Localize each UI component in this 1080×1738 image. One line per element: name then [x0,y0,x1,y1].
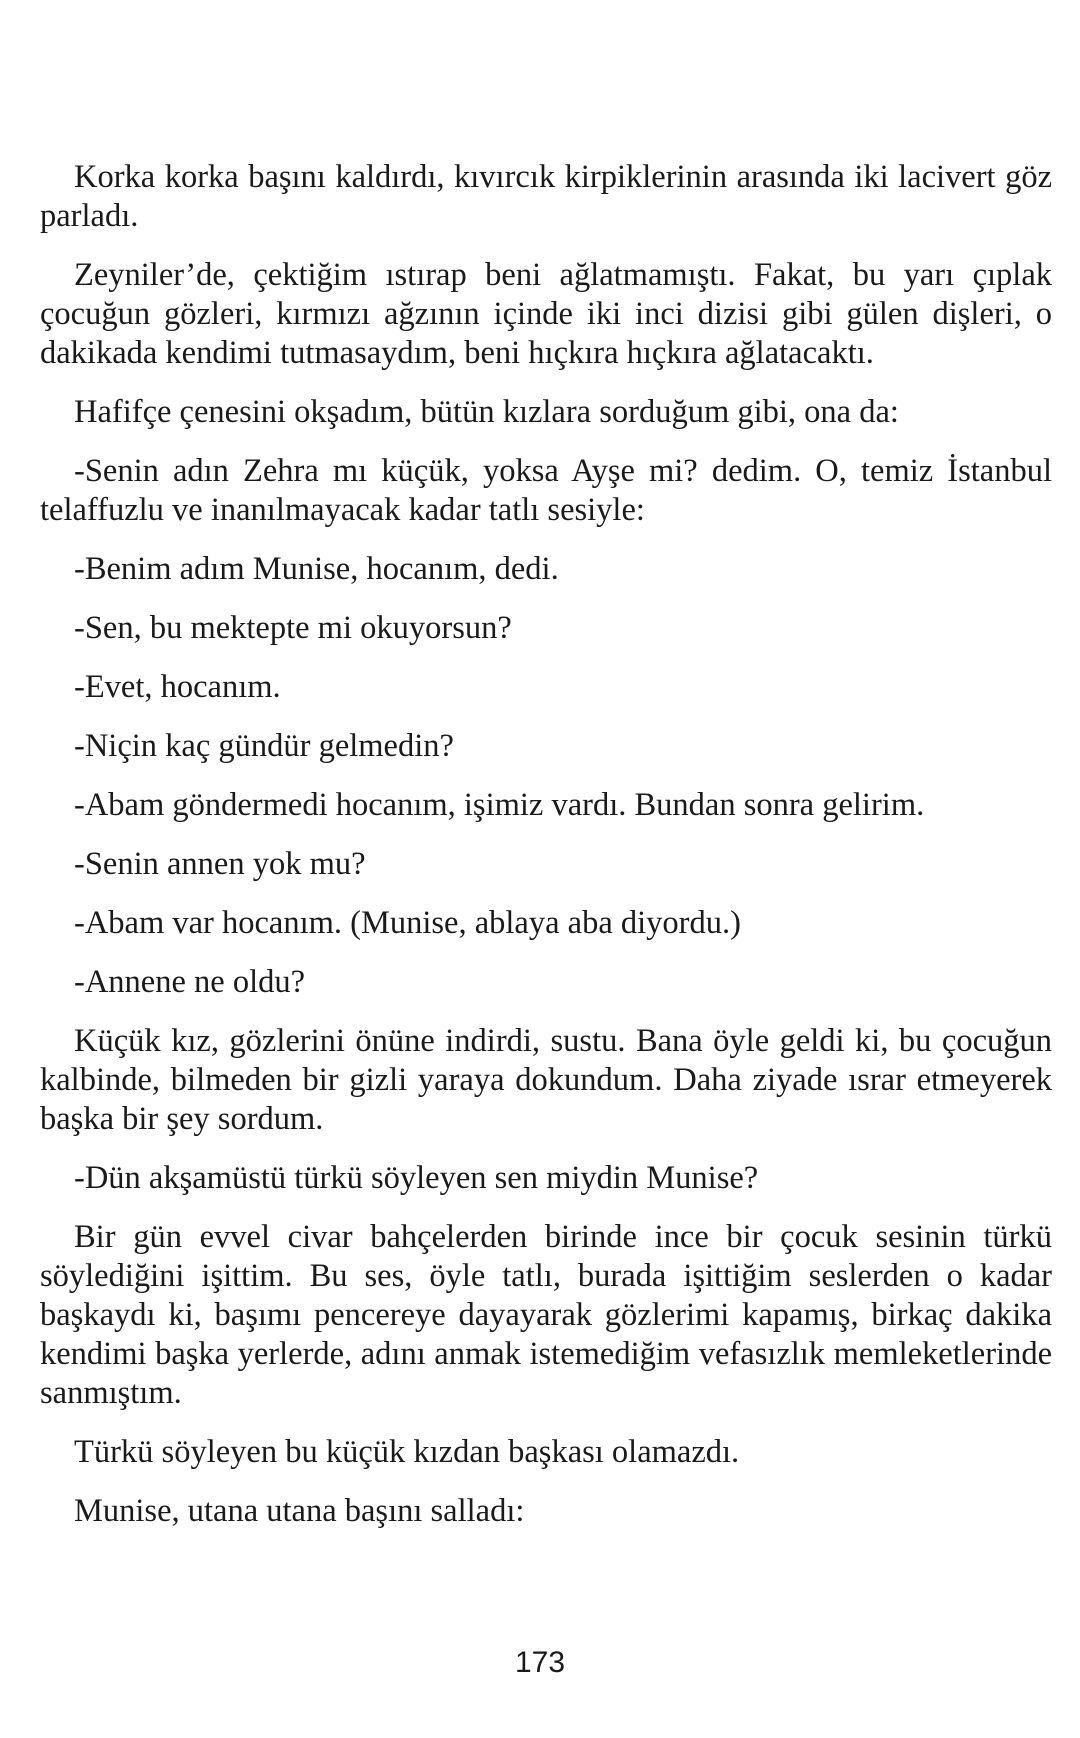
dialogue-line: -Sen, bu mektepte mi okuyorsun? [74,610,512,646]
paragraph-1: Korka korka başını kaldırdı, kıvırcık kirpiklerinin arasında iki lacivert göz parladı. [40,159,1052,234]
dialogue-line: -Abam var hocanım. (Munise, ablaya aba diyordu.) [74,905,741,941]
paragraph-17: Munise, utana utana başını salladı: [74,1493,525,1529]
paragraph-3: Hafifçe çenesini okşadım, bütün kızlara sorduğum gibi, ona da: [74,394,899,430]
page-number: 173 [514,1646,566,1679]
dialogue-line: -Evet, hocanım. [74,669,281,705]
paragraph-4: -Senin adın Zehra mı küçük, yoksa Ayşe mi? dedim. O, temiz İstanbul telaffuzlu ve inanılmayacak kadar tatlı sesiyle: [40,453,1052,528]
dialogue-line: -Dün akşamüstü türkü söyleyen sen miydin Munise? [74,1160,759,1196]
dialogue-line: -Niçin kaç gündür gelmedin? [74,728,454,764]
dialogue-line: -Abam göndermedi hocanım, işimiz vardı. Bundan sonra gelirim. [74,787,925,823]
dialogue-line: -Benim adım Munise, hocanım, dedi. [74,551,559,587]
paragraph-16: Türkü söyleyen bu küçük kızdan başkası olamazdı. [74,1434,740,1470]
paragraph-15: Bir gün evvel civar bahçelerden birinde ince bir çocuk sesinin türkü söylediğini işittim. Bu ses, öyle tatlı, burada işittiğim seslerden o kadar başkaydı ki, başımı pencereye dayayarak gözlerimi kapamış, birkaç dakika kendimi başka yerlerde, adını anmak istemediğim vefasızlık memleketlerinde sanmıştım. [40,1219,1052,1411]
dialogue-line: -Annene ne oldu? [74,964,306,1000]
paragraph-13: Küçük kız, gözlerini önüne indirdi, sustu. Bana öyle geldi ki, bu çocuğun kalbinde, bilmeden bir gizli yaraya dokundum. Daha ziyade ısrar etmeyerek başka bir şey sordum. [40,1023,1052,1137]
body-text [40,158,1052,1551]
paragraph-2: Zeyniler’de, çektiğim ıstırap beni ağlatmamıştı. Fakat, bu yarı çıplak çocuğun gözleri, kırmızı ağzının içinde iki inci dizisi gibi gülen dişleri, o dakikada kendimi tutmasaydım, beni hıçkıra hıçkıra ağlatacaktı. [40,257,1052,371]
dialogue-line: -Senin annen yok mu? [74,846,366,882]
